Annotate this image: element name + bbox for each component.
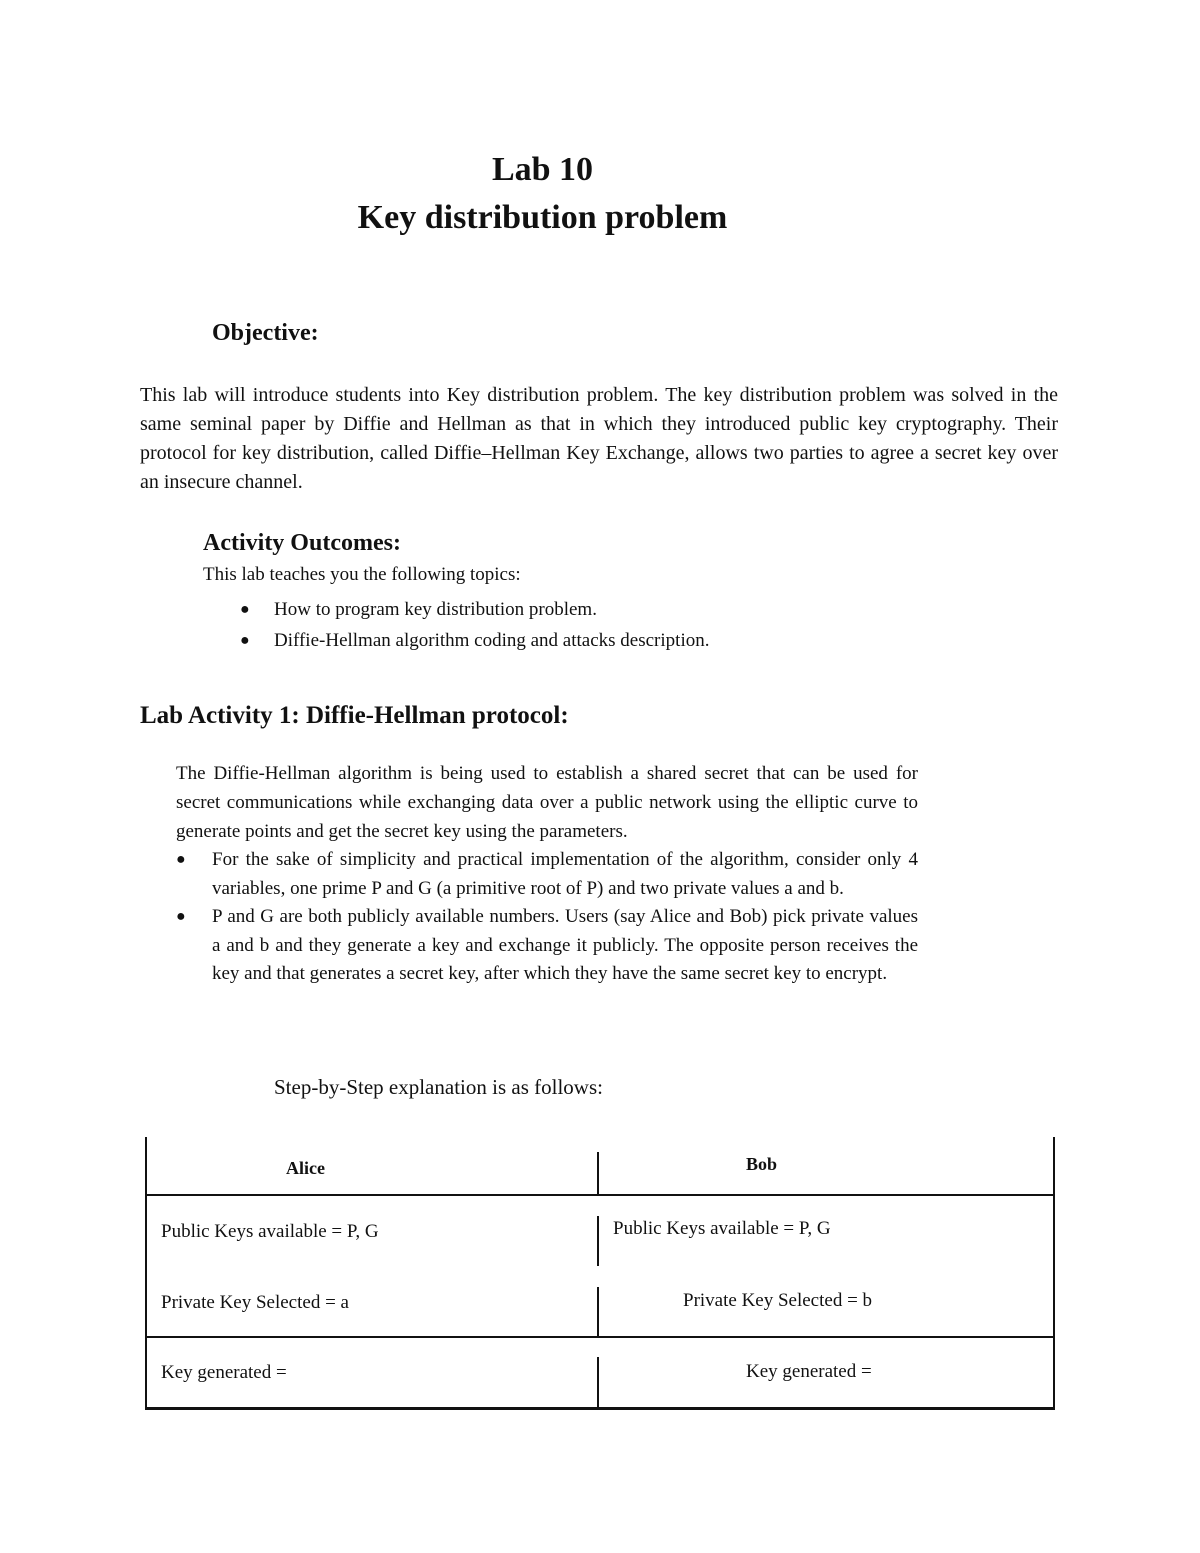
table-divider: [145, 1194, 1055, 1196]
list-item-text: Diffie-Hellman algorithm coding and attacks description.: [274, 630, 710, 651]
table-border-right: [1053, 1137, 1055, 1410]
objective-paragraph: This lab will introduce students into Key distribution problem. The key distribution problem was solved in the same seminal paper by Diffie and Hellman as that in which they introduced public key cryptography. Their protocol for key distribution, called Diffie–Hellman Key Exchange, allows two parties to agree a secret key over an insecure channel.: [140, 384, 1058, 493]
activity-heading: Lab Activity 1: Diffie-Hellman protocol:: [140, 702, 569, 729]
table-cell: Key generated =: [746, 1361, 872, 1382]
list-item-text: How to program key distribution problem.: [274, 599, 597, 620]
table-cell: Private Key Selected = a: [161, 1292, 349, 1313]
list-item: [240, 625, 974, 656]
outcomes-heading: Activity Outcomes:: [203, 530, 401, 556]
table-border-bottom: [145, 1407, 1055, 1410]
table-border-left: [145, 1137, 147, 1410]
step-intro: Step-by-Step explanation is as follows:: [274, 1075, 603, 1099]
list-item: [176, 903, 918, 989]
outcomes-list: [240, 594, 974, 656]
bullet-icon: ●: [240, 601, 250, 618]
table-header-alice: Alice: [286, 1158, 325, 1178]
list-item: [240, 594, 974, 625]
table-divider: [145, 1336, 1055, 1338]
table-header-bob: Bob: [746, 1154, 778, 1174]
bullet-icon: ●: [176, 851, 186, 868]
table-column-divider: [597, 1287, 599, 1337]
activity-list: [176, 846, 918, 989]
table-cell: Key generated =: [161, 1362, 287, 1383]
bullet-icon: ●: [240, 632, 250, 649]
page-title: Lab 10: [491, 151, 594, 188]
table-column-divider: [597, 1152, 599, 1194]
list-item-text: For the sake of simplicity and practical implementation of the algorithm, consider only 4 variables, one prime P and G (a primitive root of P) and two private values a and b.: [212, 849, 918, 899]
objective-heading: Objective:: [212, 320, 319, 346]
table-column-divider: [597, 1357, 599, 1407]
table-cell: Public Keys available = P, G: [161, 1221, 379, 1242]
outcomes-intro: This lab teaches you the following topics:: [203, 564, 521, 585]
list-item-text: P and G are both publicly available numbers. Users (say Alice and Bob) pick private values a and b and they generate a key and exchange it publicly. The opposite person receives the key and that generates a secret key, after which they have the same secret key to encrypt.: [212, 906, 918, 984]
table-cell: Public Keys available = P, G: [613, 1218, 831, 1239]
bullet-icon: ●: [176, 908, 186, 925]
table-cell: Private Key Selected = b: [683, 1290, 873, 1311]
list-item: [176, 846, 918, 903]
activity-paragraph: The Diffie-Hellman algorithm is being used to establish a shared secret that can be used for secret communications while exchanging data over a public network using the elliptic curve to generate points and get the secret key using the parameters.: [176, 763, 918, 842]
page-subtitle: Key distribution problem: [357, 199, 728, 236]
table-column-divider: [597, 1216, 599, 1266]
